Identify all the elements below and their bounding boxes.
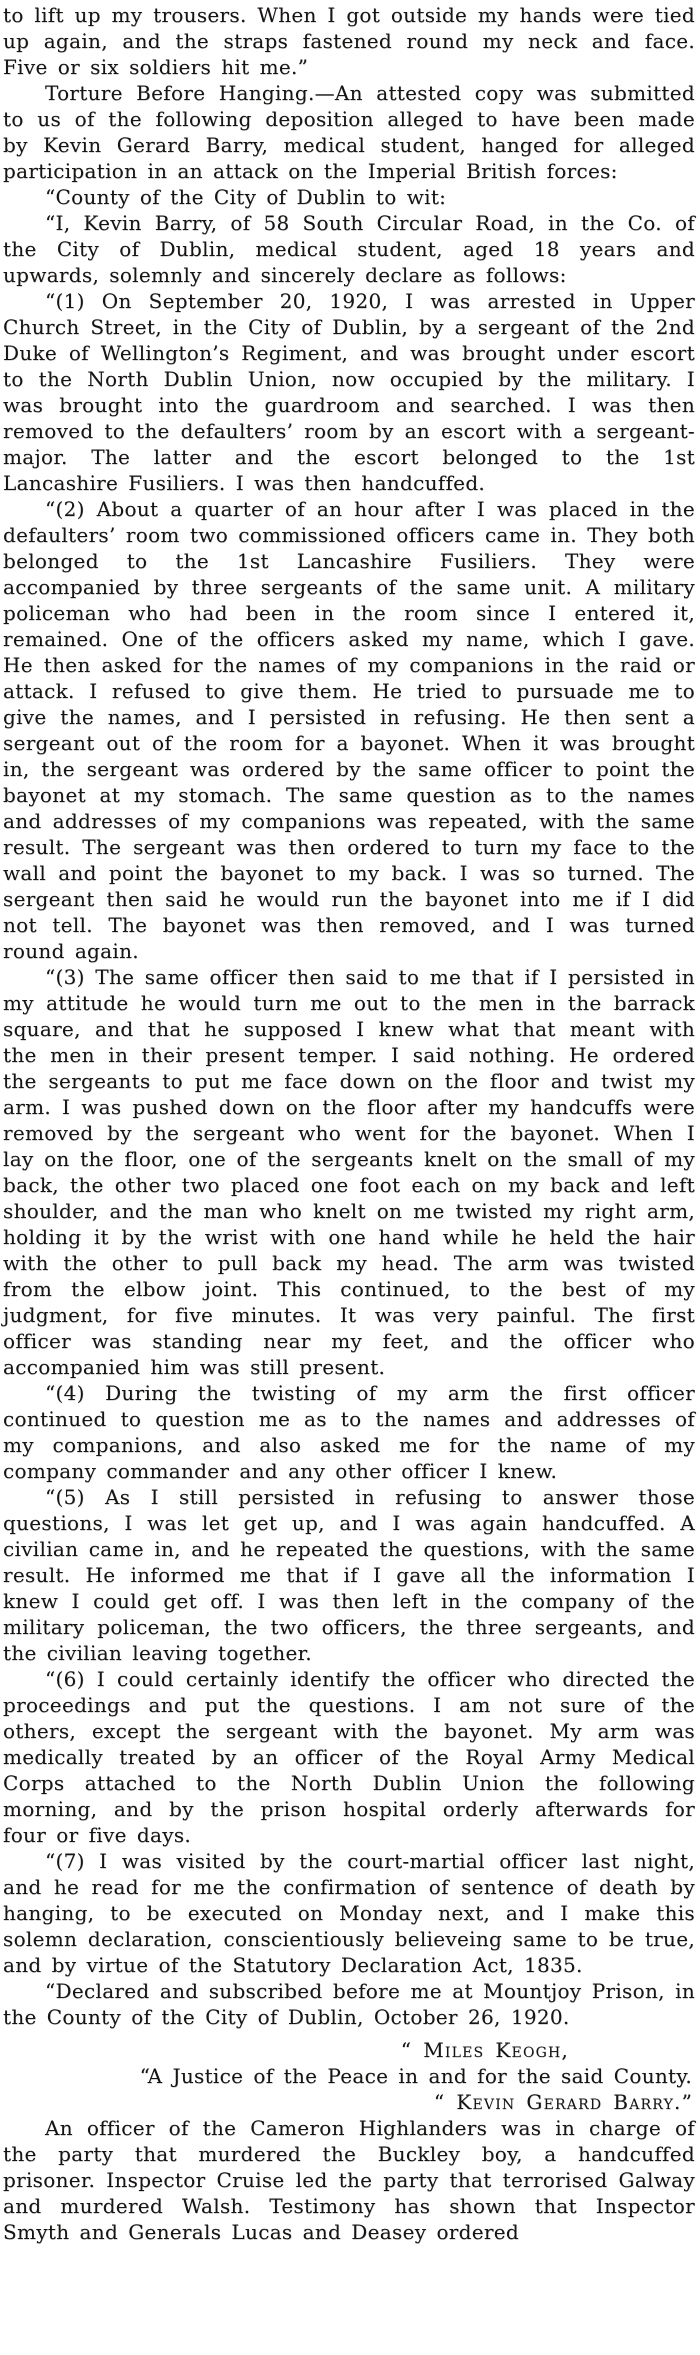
paragraph-item-6: “(6) I could certainly identify the officer who directed the proceedings and put the questions. I am not sure of the others, except the sergeant with the bayonet. My arm was medically treated by an officer of the Royal Army Medical Corps attached to the North Dublin Union the following morning, and by the prison hospital orderly afterwards for four or five days.	[3, 1667, 695, 1847]
paragraph-declared-subscribed: “Declared and subscribed before me at Mountjoy Prison, in the County of the City of Dublin, October 26, 1920.	[3, 1979, 695, 2029]
paragraph-item-2: “(2) About a quarter of an hour after I was placed in the defaulters’ room two commissioned officers came in. They both belonged to the 1st Lancashire Fusiliers. They were accompanied by three sergeants of the same unit. A military policeman who had been in the room since I entered it, remained. One of the officers asked my name, which I gave. He then asked for the names of my companions in the raid or attack. I refused to give them. He tried to pursuade me to give the names, and I persisted in refusing. He then sent a sergeant out of the room for a bayonet. When it was brought in, the sergeant was ordered by the same officer to point the bayonet at my stomach. The same question as to the names and addresses of my companions was repeated, with the same result. The sergeant was then ordered to turn my face to the wall and point the bayonet to my back. I was so turned. The sergeant then said he would run the bayonet into me if I did not tell. The bayonet was then removed, and I was turned round again.	[3, 497, 695, 963]
paragraph-declaration-intro: “I, Kevin Barry, of 58 South Circular Road, in the Co. of the City of Dublin, medical student, aged 18 years and upwards, solemnly and sincerely declare as follows:	[3, 211, 695, 287]
paragraph-item-7: “(7) I was visited by the court-martial officer last night, and he read for me the confirmation of sentence of death by hanging, to be executed on Monday next, and I make this solemn declaration, conscientiously believeing same to be true, and by virtue of the Statutory Declaration Act, 1835.	[3, 1849, 695, 1977]
paragraph-item-4: “(4) During the twisting of my arm the first officer continued to question me as to the names and addresses of my companions, and also asked me for the name of my company commander and any other officer I knew.	[3, 1381, 695, 1483]
paragraph-county-to-wit: “County of the City of Dublin to wit:	[45, 185, 447, 209]
paragraph-item-5: “(5) As I still persisted in refusing to answer those questions, I was let get up, and I was again handcuffed. A civilian came in, and he repeated the questions, with the same result. He informed me that if I gave all the information I knew I could get off. I was then left in the company of the military policeman, the two officers, the three sergeants, and the civilian leaving together.	[3, 1485, 695, 1665]
signature-justice-title: “A Justice of the Peace in and for the said County.	[139, 2064, 692, 2088]
signature-miles-keogh: “ Miles Keogh,	[400, 2038, 569, 2062]
paragraph-cameron-highlanders: An officer of the Cameron Highlanders was in charge of the party that murdered the Buckley boy, a handcuffed prisoner. Inspector Cruise led the party that terrorised Galway and murdered Walsh. Testimony has shown that Inspector Smyth and Generals Lucas and Deasey ordered	[3, 2116, 695, 2244]
paragraph-item-3: “(3) The same officer then said to me that if I persisted in my attitude he would turn me out to the men in the barrack square, and that he supposed I knew what that meant with the men in their present temper. I said nothing. He ordered the sergeants to put me face down on the floor and twist my arm. I was pushed down on the floor after my handcuffs were removed by the sergeant who went for the bayonet. When I lay on the floor, one of the sergeants knelt on the small of my back, the other two placed one foot each on my back and left shoulder, and the man who knelt on me twisted my right arm, holding it by the wrist with one hand while he held the hair with the other to pull back my head. The arm was twisted from the elbow joint. This continued, to the best of my judgment, for five minutes. It was very painful. The first officer was standing near my feet, and the officer who accompanied him was still present.	[3, 965, 695, 1379]
signature-kevin-barry: “ Kevin Gerard Barry.”	[433, 2090, 693, 2114]
paragraph-item-1: “(1) On September 20, 1920, I was arrested in Upper Church Street, in the City of Dublin, by a sergeant of the 2nd Duke of Wellington’s Regiment, and was brought under escort to the North Dublin Union, now occupied by the military. I was brought into the guardroom and searched. I was then removed to the defaulters’ room by an escort with a sergeant-major. The latter and the escort belonged to the 1st Lancashire Fusiliers. I was then handcuffed.	[3, 289, 695, 495]
paragraph-continuation: to lift up my trousers. When I got outside my hands were tied up again, and the straps fastened round my neck and face. Five or six soldiers hit me.”	[3, 3, 695, 79]
paragraph-torture-before-hanging: Torture Before Hanging.—An attested copy was submitted to us of the following deposition alleged to have been made by Kevin Gerard Barry, medical student, hanged for alleged participation in an attack on the Imperial British forces:	[3, 81, 695, 183]
signature-block	[3, 2037, 695, 2115]
